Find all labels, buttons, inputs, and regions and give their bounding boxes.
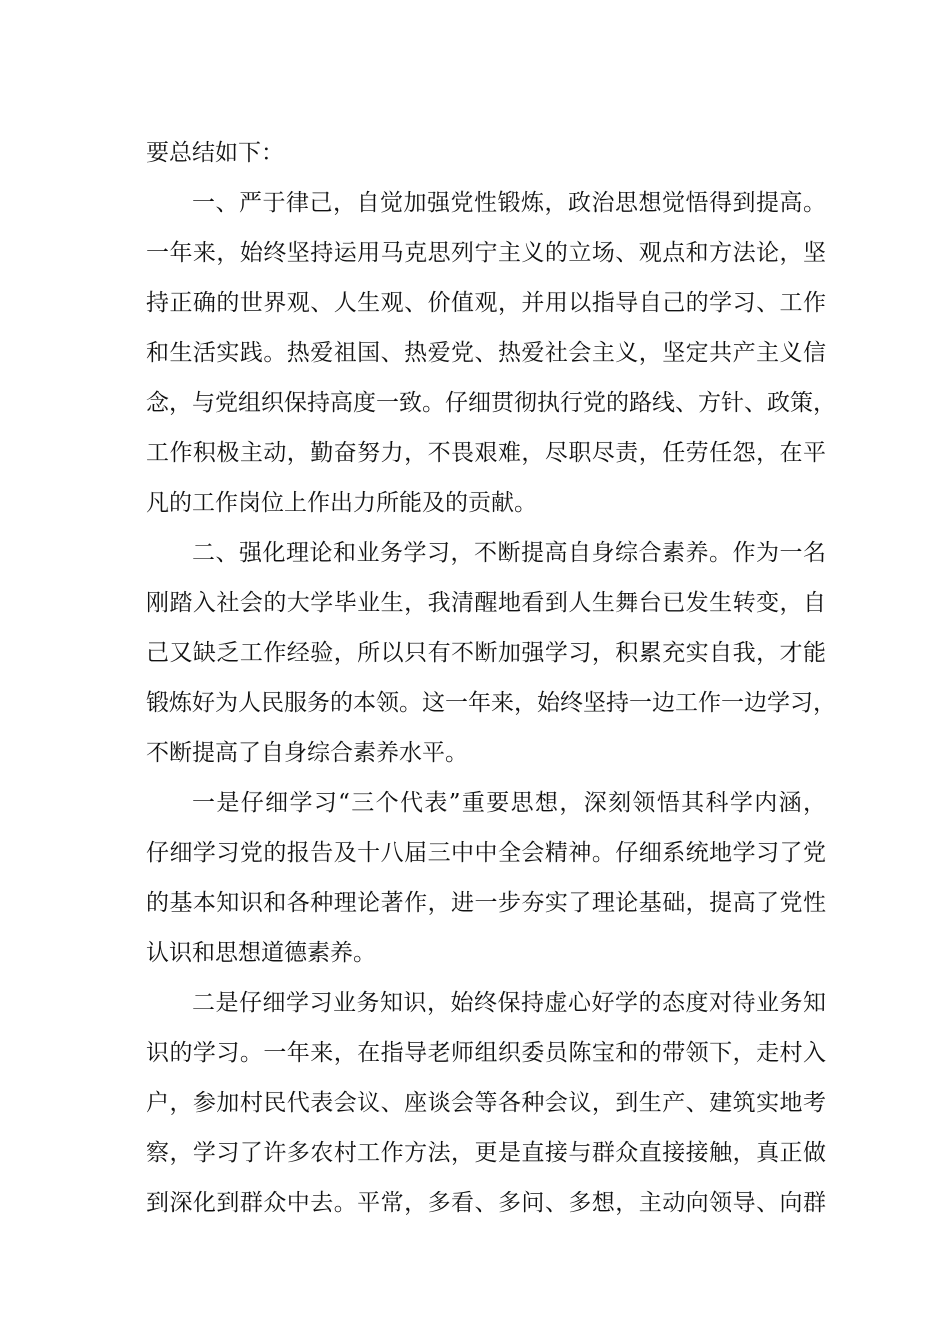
text-line: 户，参加村民代表会议、座谈会等各种会议，到生产、建筑实地考 bbox=[146, 1090, 826, 1116]
text-line: 一年来，始终坚持运用马克思列宁主义的立场、观点和方法论，坚 bbox=[146, 240, 826, 266]
text-line-section-1-heading: 一、严于律己，自觉加强党性锻炼，政治思想觉悟得到提高。 bbox=[192, 190, 826, 216]
text-line: 察，学习了许多农村工作方法，更是直接与群众直接接触，真正做 bbox=[146, 1140, 826, 1166]
text-line: 锻炼好为人民服务的本领。这一年来，始终坚持一边工作一边学习， bbox=[146, 690, 836, 716]
text-line-point-1: 一是仔细学习“三个代表”重要思想，深刻领悟其科学内涵， bbox=[192, 790, 826, 816]
text-line-section-2-heading: 二、强化理论和业务学习，不断提高自身综合素养。作为一名 bbox=[192, 540, 826, 566]
text-line: 己又缺乏工作经验，所以只有不断加强学习，积累充实自我，才能 bbox=[146, 640, 826, 666]
document-body bbox=[146, 130, 836, 1230]
text-line: 持正确的世界观、人生观、价值观，并用以指导自己的学习、工作 bbox=[146, 290, 826, 316]
text-line: 工作积极主动，勤奋努力，不畏艰难，尽职尽责，任劳任怨，在平 bbox=[146, 440, 826, 466]
text-line-point-2: 二是仔细学习业务知识，始终保持虚心好学的态度对待业务知 bbox=[192, 990, 826, 1016]
text-line: 的基本知识和各种理论著作，进一步夯实了理论基础，提高了党性 bbox=[146, 890, 826, 916]
text-line: 仔细学习党的报告及十八届三中中全会精神。仔细系统地学习了党 bbox=[146, 840, 826, 866]
text-line: 认识和思想道德素养。 bbox=[146, 940, 376, 966]
text-line: 识的学习。一年来，在指导老师组织委员陈宝和的带领下，走村入 bbox=[146, 1040, 826, 1066]
text-line: 凡的工作岗位上作出力所能及的贡献。 bbox=[146, 490, 537, 516]
text-line: 不断提高了自身综合素养水平。 bbox=[146, 740, 468, 766]
text-line-summary-intro: 要总结如下： bbox=[146, 140, 284, 166]
text-line: 和生活实践。热爱祖国、热爱党、热爱社会主义，坚定共产主义信 bbox=[146, 340, 826, 366]
text-line: 到深化到群众中去。平常，多看、多问、多想，主动向领导、向群 bbox=[146, 1190, 826, 1216]
text-line: 念，与党组织保持高度一致。仔细贯彻执行党的路线、方针、政策， bbox=[146, 390, 836, 416]
text-line: 刚踏入社会的大学毕业生，我清醒地看到人生舞台已发生转变，自 bbox=[146, 590, 826, 616]
